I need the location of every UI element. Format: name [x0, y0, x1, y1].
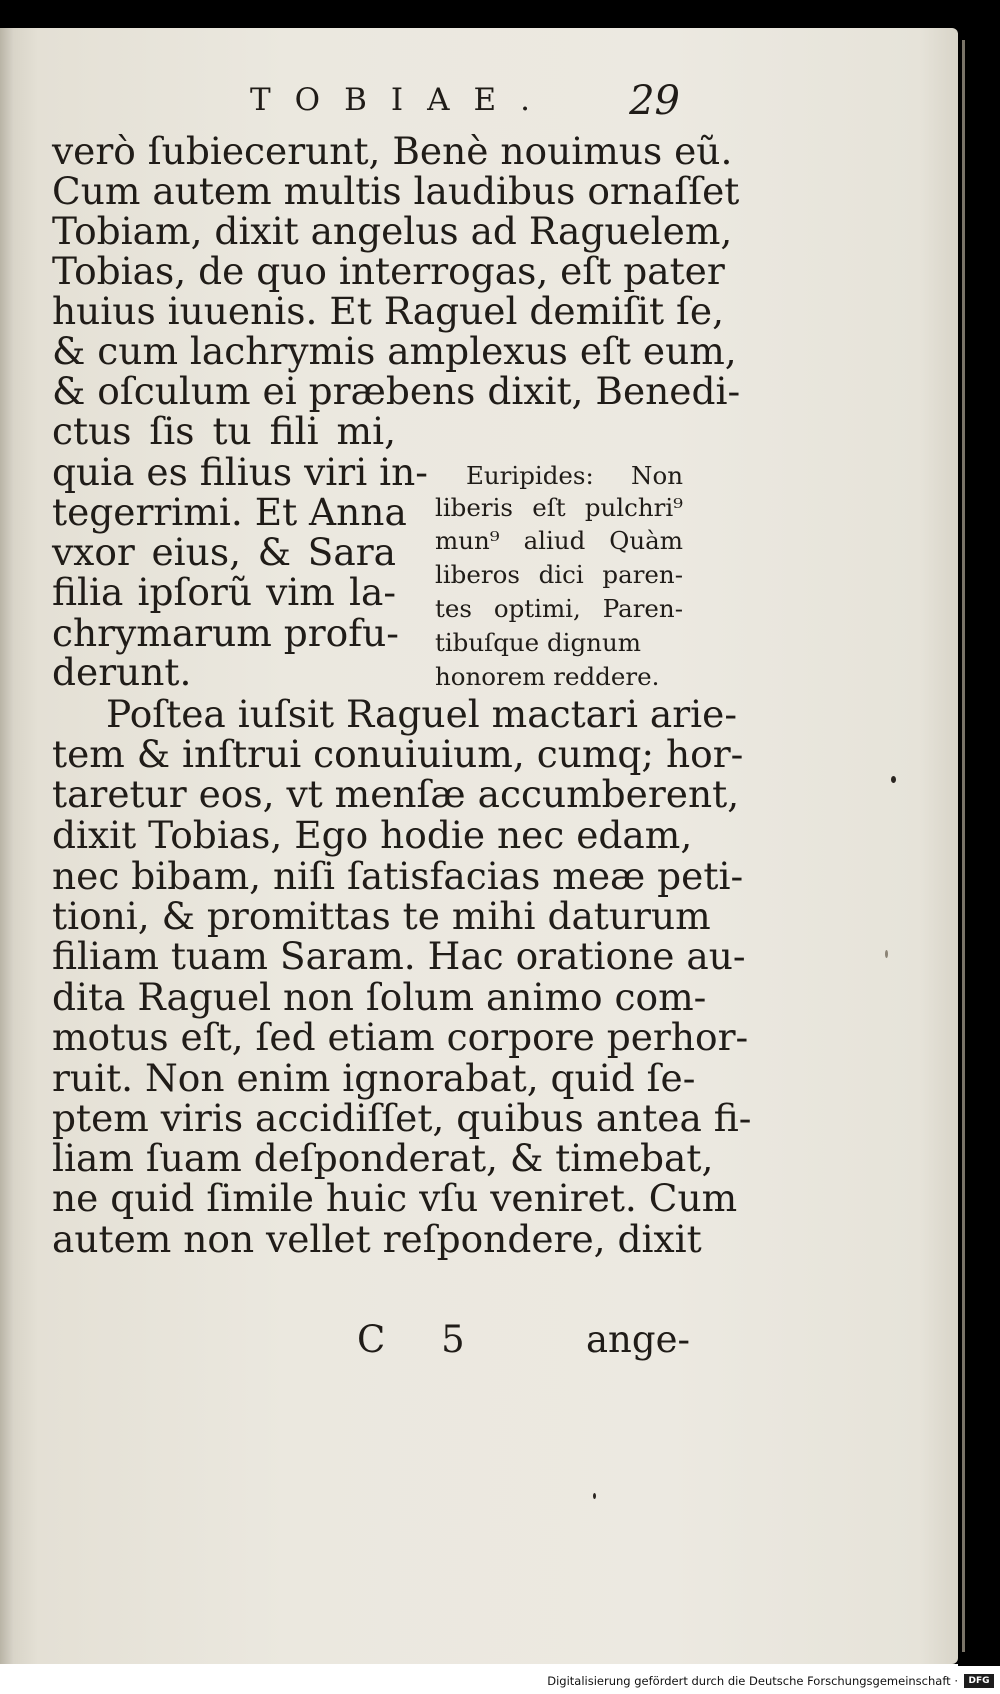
text-line: vxor eius, & Sara — [52, 530, 396, 574]
paragraph-first-line: Poſtea iuſsit Raguel mactari arie- — [106, 692, 737, 736]
catchword: ange- — [586, 1318, 690, 1361]
marginal-note-line: mun⁹ aliud Quàm — [435, 526, 683, 555]
page-edge-line — [962, 40, 965, 1652]
text-line: taretur eos, vt menſæ accumberent, — [52, 772, 740, 816]
text-line: Cum autem multis laudibus ornaſſet — [52, 169, 740, 213]
text-line: motus eſt, ſed etiam corpore perhor- — [52, 1015, 749, 1059]
text-line: Tobiam, dixit angelus ad Raguelem, — [52, 209, 733, 253]
text-line: autem non vellet reſpondere, dixit — [52, 1217, 702, 1261]
marginal-note-line: liberos dici paren- — [435, 560, 683, 589]
digitization-footer — [0, 1670, 1000, 1694]
text-line: ptem viris accidiſſet, quibus antea fi- — [52, 1096, 752, 1140]
paper-speck — [885, 950, 888, 958]
text-line: ne quid ſimile huic vſu veniret. Cum — [52, 1176, 738, 1220]
text-line: liam ſuam deſponderat, & timebat, — [52, 1136, 714, 1180]
marginal-note-line: Euripides: Non — [466, 461, 683, 490]
text-line: & cum lachrymis amplexus eſt eum, — [52, 329, 737, 373]
dfg-logo: DFG — [964, 1674, 994, 1688]
text-line: dixit Tobias, Ego hodie nec edam, — [52, 813, 693, 857]
text-line: ctus ſis tu fili mi, — [52, 409, 396, 453]
text-line: & oſculum ei præbens dixit, Benedi- — [52, 369, 741, 413]
text-line: filiam tuam Saram. Hac oratione au- — [52, 934, 746, 978]
text-line: dita Raguel non ſolum animo com- — [52, 975, 707, 1019]
marginal-note-line: tes optimi, Paren- — [435, 594, 683, 623]
text-line: derunt. — [52, 650, 192, 694]
text-line: verò ſubiecerunt, Benè nouimus eũ. — [52, 129, 733, 173]
text-line: tioni, & promittas te mihi daturum — [52, 894, 711, 938]
paper-speck — [593, 1493, 596, 1499]
page-gutter — [0, 28, 14, 1664]
text-line: tegerrimi. Et Anna — [52, 490, 407, 534]
text-line: chrymarum profu- — [52, 611, 399, 655]
page-header — [250, 78, 680, 132]
text-line: tem & inſtrui conuiuium, cumq; hor- — [52, 732, 744, 776]
text-line: huius iuuenis. Et Raguel demiſit ſe, — [52, 289, 725, 333]
text-line: Tobias, de quo interrogas, eſt pater — [52, 249, 725, 293]
text-line: quia es filius viri in- — [52, 450, 428, 494]
text-line: nec bibam, niſi ſatisfacias meæ peti- — [52, 854, 744, 898]
marginal-note-line: liberis eſt pulchri⁹ — [435, 493, 683, 522]
paper-speck — [891, 776, 896, 783]
signature-mark: C 5 — [357, 1318, 487, 1361]
text-line: filia ipſorũ vim la- — [52, 570, 396, 614]
footer-credit: Digitalisierung gefördert durch die Deutsche Forschungsgemeinschaft · — [547, 1674, 958, 1688]
marginal-note-line: tibuſque dignum — [435, 628, 641, 657]
running-title: TOBIAE. — [250, 82, 554, 118]
text-line: ruit. Non enim ignorabat, quid ſe- — [52, 1056, 696, 1100]
page-number: 29 — [629, 78, 680, 124]
marginal-note-line: honorem reddere. — [435, 662, 660, 691]
